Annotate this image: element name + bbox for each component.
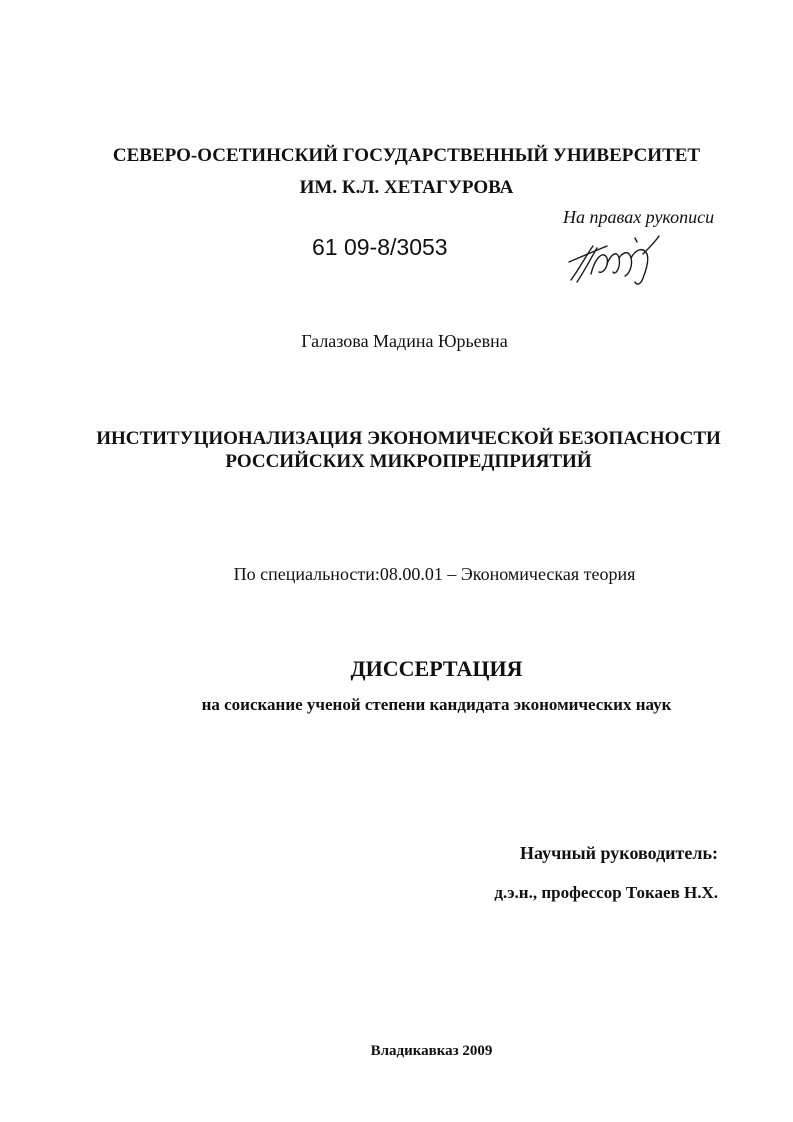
degree-line: на соискание ученой степени кандидата экономических наук [201,695,672,714]
supervisor-label: Научный руководитель: [520,843,718,863]
specialty-line: По специальности:08.00.01 – Экономическая теория [233,564,636,584]
city-year: Владикавказ 2009 [370,1043,493,1059]
catalog-stamp-number: 61 09-8/3053 [312,234,448,260]
university-name-line2: ИМ. К.Л. ХЕТАГУРОВА [299,177,514,198]
dissertation-title-line1: ИНСТИТУЦИОНАЛИЗАЦИЯ ЭКОНОМИЧЕСКОЙ БЕЗОПАСНОСТИ [96,428,721,449]
supervisor-name: д.э.н., профессор Токаев Н.Х. [494,883,718,902]
university-name-line1: СЕВЕРО-ОСЕТИНСКИЙ ГОСУДАРСТВЕННЫЙ УНИВЕРСИТЕТ [112,145,701,166]
dissertation-title-line2: РОССИЙСКИХ МИКРОПРЕДПРИЯТИЙ [225,451,592,472]
handwritten-signature [563,228,673,288]
document-type-heading: ДИССЕРТАЦИЯ [350,656,523,681]
manuscript-rights-note: На правах рукописи [563,207,715,227]
author-name: Галазова Мадина Юрьевна [301,331,508,351]
